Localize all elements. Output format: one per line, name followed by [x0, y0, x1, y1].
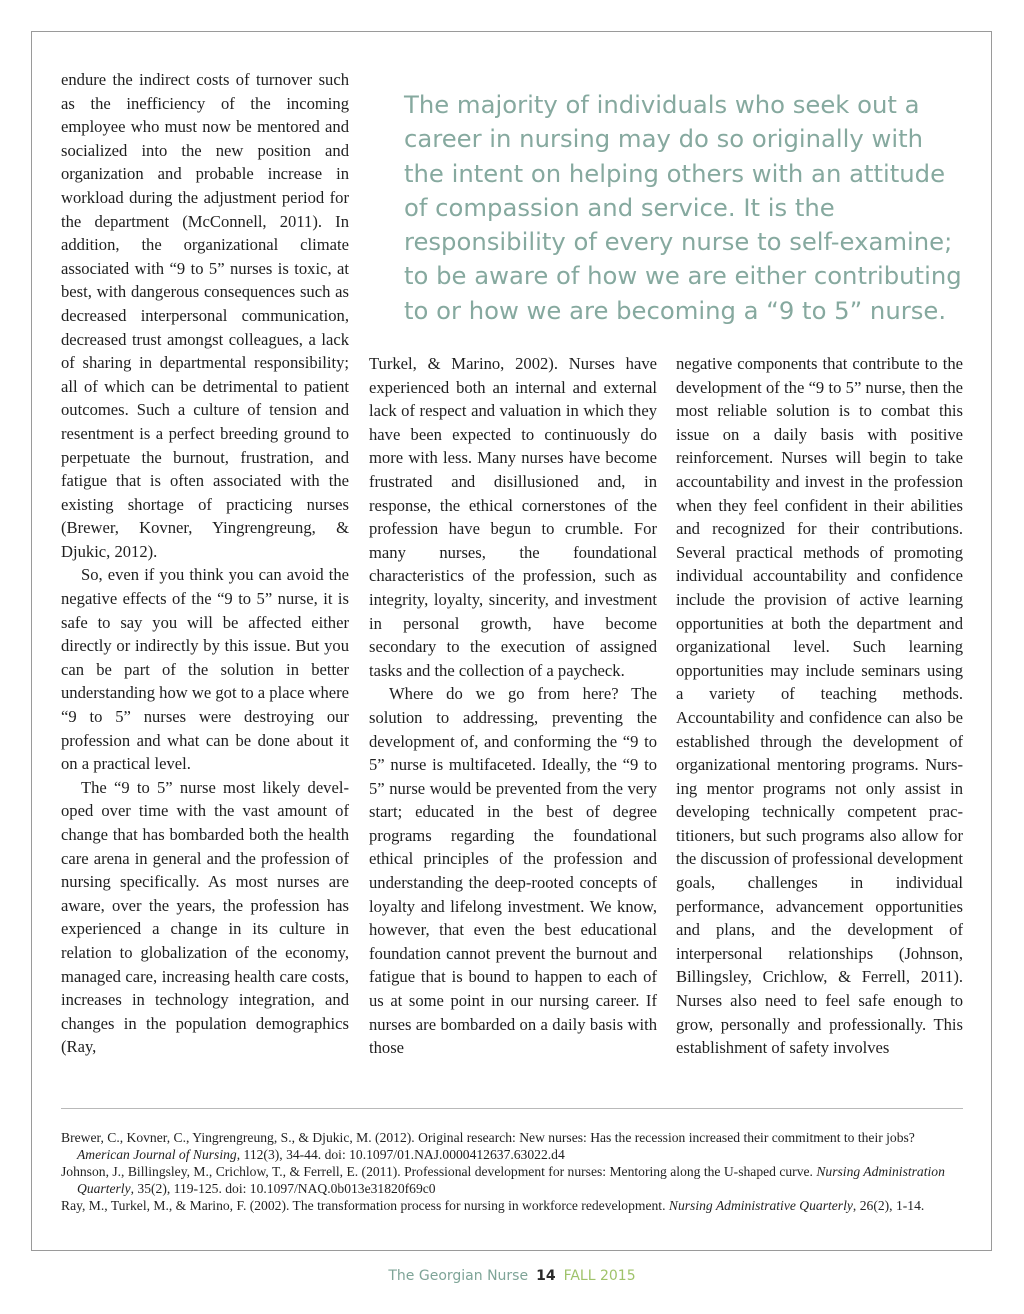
- column1-paragraph-3: The “9 to 5” nurse most likely developed over time with the vast amount of change that has bombarded both the health care arena in general and the profession of nursing specifically. As most nurses are aware, over the years, the profession has experienced a change in its culture in relation to globalization of the economy, managed care, increasing health care costs, increases in technology integration, and changes in the population demographics (Ray,: [61, 777, 349, 1057]
- page-number: 14: [536, 1268, 556, 1284]
- reference-ray: [61, 1197, 963, 1214]
- reference-johnson: [61, 1163, 963, 1197]
- publication-title: The Georgian Nurse: [388, 1268, 529, 1284]
- reference-journal: Nursing Administration Quarterly: [77, 1164, 945, 1196]
- reference-journal: Nursing Administrative Quarterly: [668, 1198, 853, 1213]
- reference-text: Brewer, C., Kovner, C., Yingrengreung, S., & Djukic, M. (2012). Original research: New nurses: Has the recession increased their commitment to their jobs?: [61, 1130, 915, 1145]
- reference-details: , 35(2), 119-125. doi: 10.1097/NAQ.0b013e31820f69c0: [130, 1181, 436, 1196]
- issue-season: FALL 2015: [563, 1268, 636, 1284]
- reference-details: , 112(3), 34-44. doi: 10.1097/01.NAJ.0000412637.63022.d4: [236, 1147, 565, 1162]
- column3-paragraph-1: negative components that contribute to the development of the “9 to 5” nurse, then the most reliable solution is to combat this issue on a daily basis with positive reinforcement. Nurses will begin to take accountability and invest in the profession when they feel confident in their abilities and recognized for their contributions. Several practical methods of promoting individual accountability and confidence include the provision of active learning opportunities at both the department and organizational level. Such learning opportunities may include seminars using a variety of teaching methods. Accountability and confidence can also be established through the development of organizational mentoring programs. Nursing mentor programs not only assist in developing technically competent practitioners, but such programs also allow for the discussion of professional development goals, challenges in individual performance, advancement opportunities and plans, and the development of interpersonal relationships (Johnson, Billingsley, Crichlow, & Ferrell, 2011). Nurses also need to feel safe enough to grow, personally and professionally. This establishment of safety involves: [676, 354, 963, 1058]
- references-divider: [61, 1108, 963, 1109]
- page-footer: [0, 1268, 1024, 1284]
- column2-paragraph-2: Where do we go from here? The solution to addressing, preventing the development of, and conforming the “9 to 5” nurse is multifaceted. Ideally, the “9 to 5” nurse would be prevented from the very start; educated in the best of degree programs regarding the foundational ethical principles of the profession and understanding the deep-rooted concepts of loyalty and lifelong investment. We know, however, that even the best educational foundation cannot prevent the burnout and fatigue that is bound to happen to each of us at some point in our nursing career. If nurses are bombarded on a daily basis with those: [369, 684, 657, 1058]
- pull-quote: The majority of individuals who seek out a career in nursing may do so originally with the intent on helping others with an attitude of compassion and service. It is the responsibility of every nurse to self-examine; to be aware of how we are either contributing to or how we are becoming a “9 to 5” nurse.: [404, 90, 962, 325]
- column1-paragraph-1: endure the indirect costs of turnover such as the inefficiency of the incoming employee who must now be mentored and socialized into the new position and organization and probable increase in workload during the adjustment period for the department (McConnell, 2011). In addition, the organizational climate associated with “9 to 5” nurses is toxic, at best, with dangerous consequences such as decreased interpersonal communication, decreased trust amongst colleagues, a lack of sharing in departmental responsibility; all of which can be detrimental to patient outcomes. Such a culture of tension and resentment is a perfect breeding ground to perpetuate the burnout, frustration, and fatigue that is often associated with the existing shortage of practicing nurses (Brewer, Kovner, Yingrengreung, & Djukic, 2012).: [61, 70, 349, 561]
- column2-paragraph-1: Turkel, & Marino, 2002). Nurses have experienced both an internal and external lack of respect and valuation in which they have been expected to continuously do more with less. Many nurses have become frustrated and disillusioned and, in response, the ethical cornerstones of the profession have begun to crumble. For many nurses, the foundational characteristics of the profession, such as integrity, loyalty, sincerity, and investment in personal growth, have become secondary to the execution of assigned tasks and the collection of a paycheck.: [369, 354, 657, 680]
- reference-text: Ray, M., Turkel, M., & Marino, F. (2002). The transformation process for nursing in workforce redevelopment.: [61, 1198, 669, 1213]
- references-list: [61, 1129, 963, 1214]
- article-column-3: [676, 352, 963, 1060]
- reference-details: , 26(2), 1-14.: [852, 1198, 925, 1213]
- column1-paragraph-2: So, even if you think you can avoid the negative effects of the “9 to 5” nurse, it is safe to say you will be affected either directly or indirectly by this issue. But you can be part of the solution in better understanding how we got to a place where “9 to 5” nurses were destroying our profession and what can be done about it on a practical level.: [61, 565, 349, 774]
- article-column-1: [61, 68, 349, 1059]
- reference-brewer: [61, 1129, 963, 1163]
- reference-text: Johnson, J., Billingsley, M., Crichlow, T., & Ferrell, E. (2011). Professional development for nurses: Mentoring along the U-shaped curve.: [61, 1164, 817, 1179]
- article-column-2: [369, 352, 657, 1060]
- reference-journal: American Journal of Nursing: [77, 1147, 237, 1162]
